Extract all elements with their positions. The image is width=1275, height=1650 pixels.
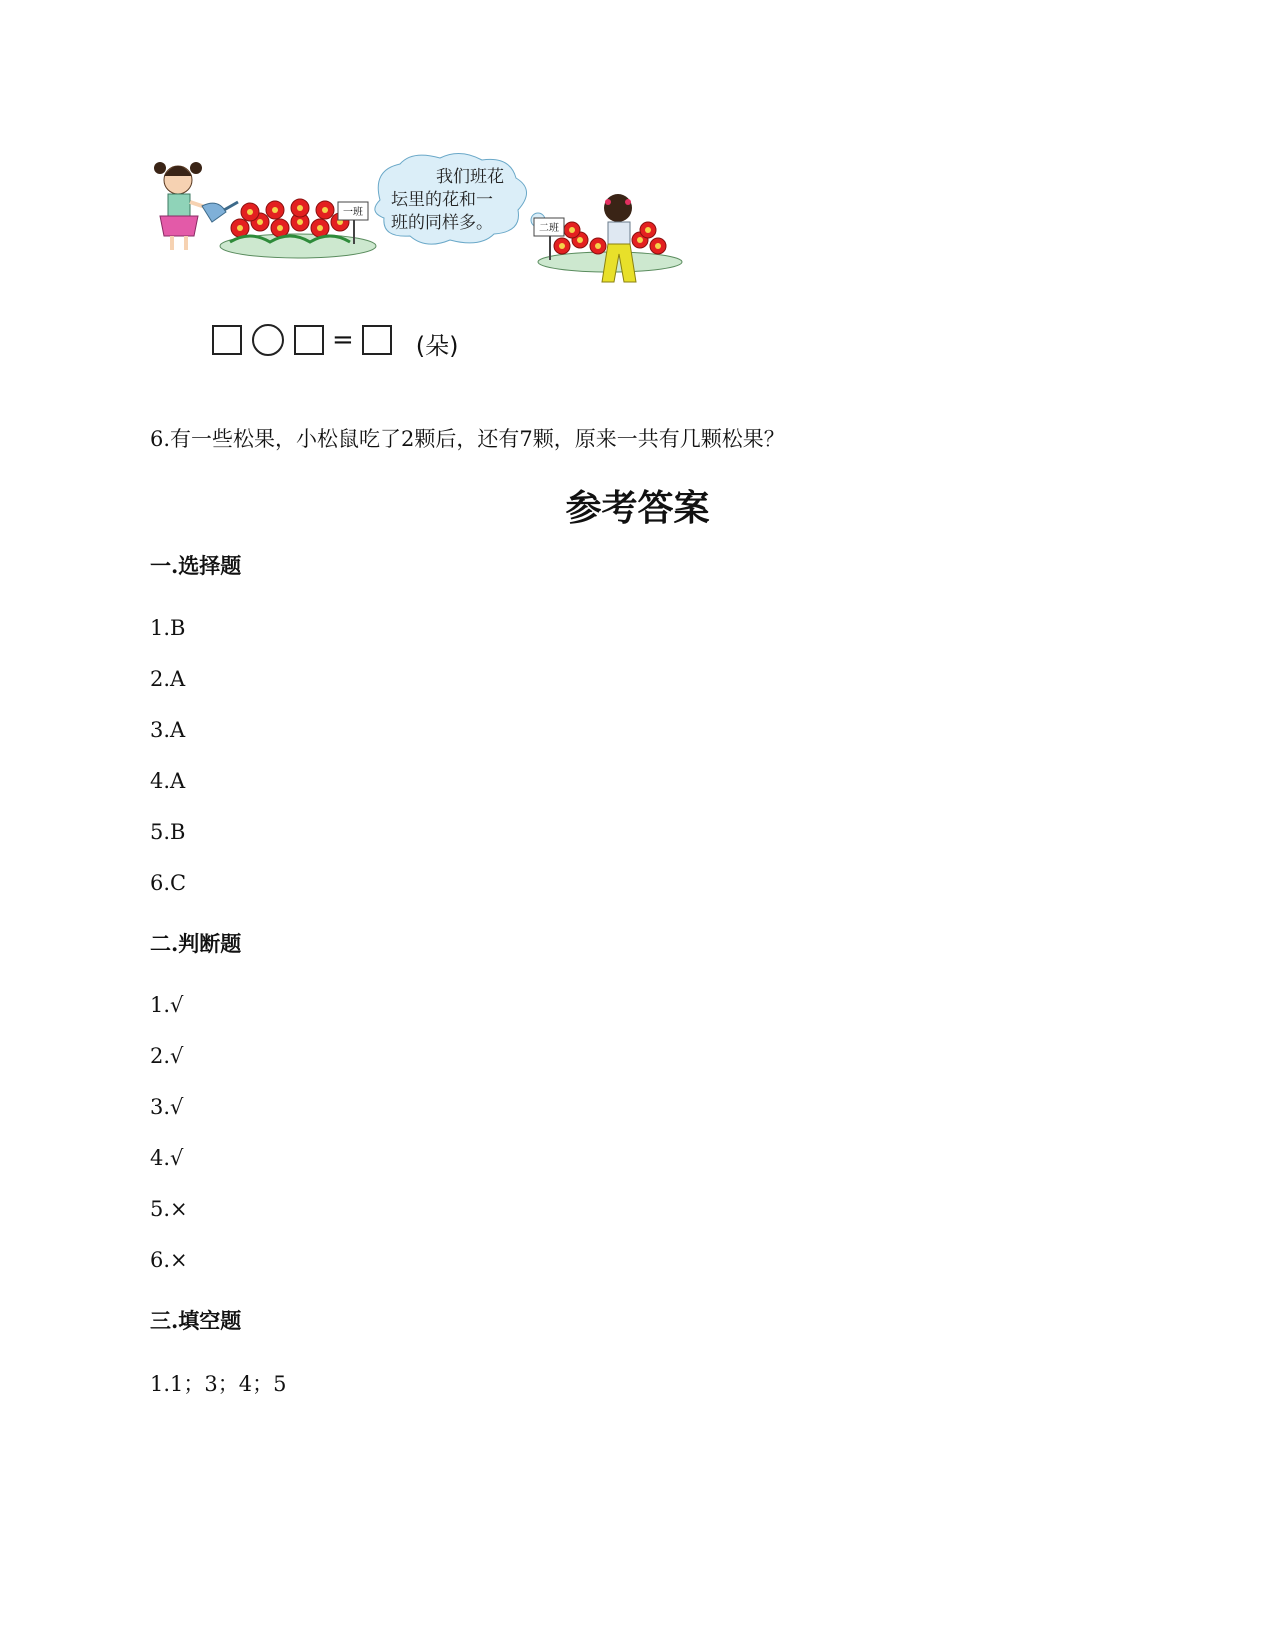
unit-label: (朵) (415, 332, 459, 360)
answers-title: 参考答案 (565, 487, 710, 529)
answer-item: 5.B (150, 820, 186, 844)
question-6: 6.有一些松果，小松鼠吃了2颗后，还有7颗，原来一共有几颗松果？ (150, 427, 785, 451)
answer-item: 3.√ (150, 1095, 184, 1119)
answer-item: 4.√ (150, 1146, 184, 1170)
answer-item: 1.√ (150, 993, 184, 1017)
speech-line-3: 班的同样多。 (391, 213, 493, 233)
flowerbed-illustration (150, 150, 710, 300)
answer-item: 5.× (150, 1197, 188, 1221)
answer-item: 1.B (150, 616, 186, 640)
speech-line-1: 我们班花 (436, 167, 504, 187)
answer-item: 4.A (150, 769, 186, 793)
section-title: 二.判断题 (150, 931, 242, 956)
section-title: 一.选择题 (150, 553, 242, 578)
girl-watering-icon (154, 162, 238, 250)
operator-circle[interactable] (252, 324, 284, 356)
answer-item: 3.A (150, 718, 186, 742)
equals-sign: = (332, 324, 354, 355)
speech-line-2: 坛里的花和一 (391, 190, 493, 210)
answer-item: 2.√ (150, 1044, 184, 1068)
answer-item: 6.× (150, 1248, 188, 1272)
answer-item: 6.C (150, 871, 187, 895)
sign-right-label: 二班 (539, 223, 559, 234)
answer-item: 2.A (150, 667, 186, 691)
answer-box[interactable] (294, 325, 324, 355)
answer-box[interactable] (212, 325, 242, 355)
sign-left-label: 一班 (343, 207, 363, 218)
addition-formula (212, 318, 459, 361)
section-title: 三.填空题 (150, 1308, 242, 1333)
result-box[interactable] (362, 325, 392, 355)
answer-item: 1.1；3；4；5 (150, 1372, 287, 1396)
